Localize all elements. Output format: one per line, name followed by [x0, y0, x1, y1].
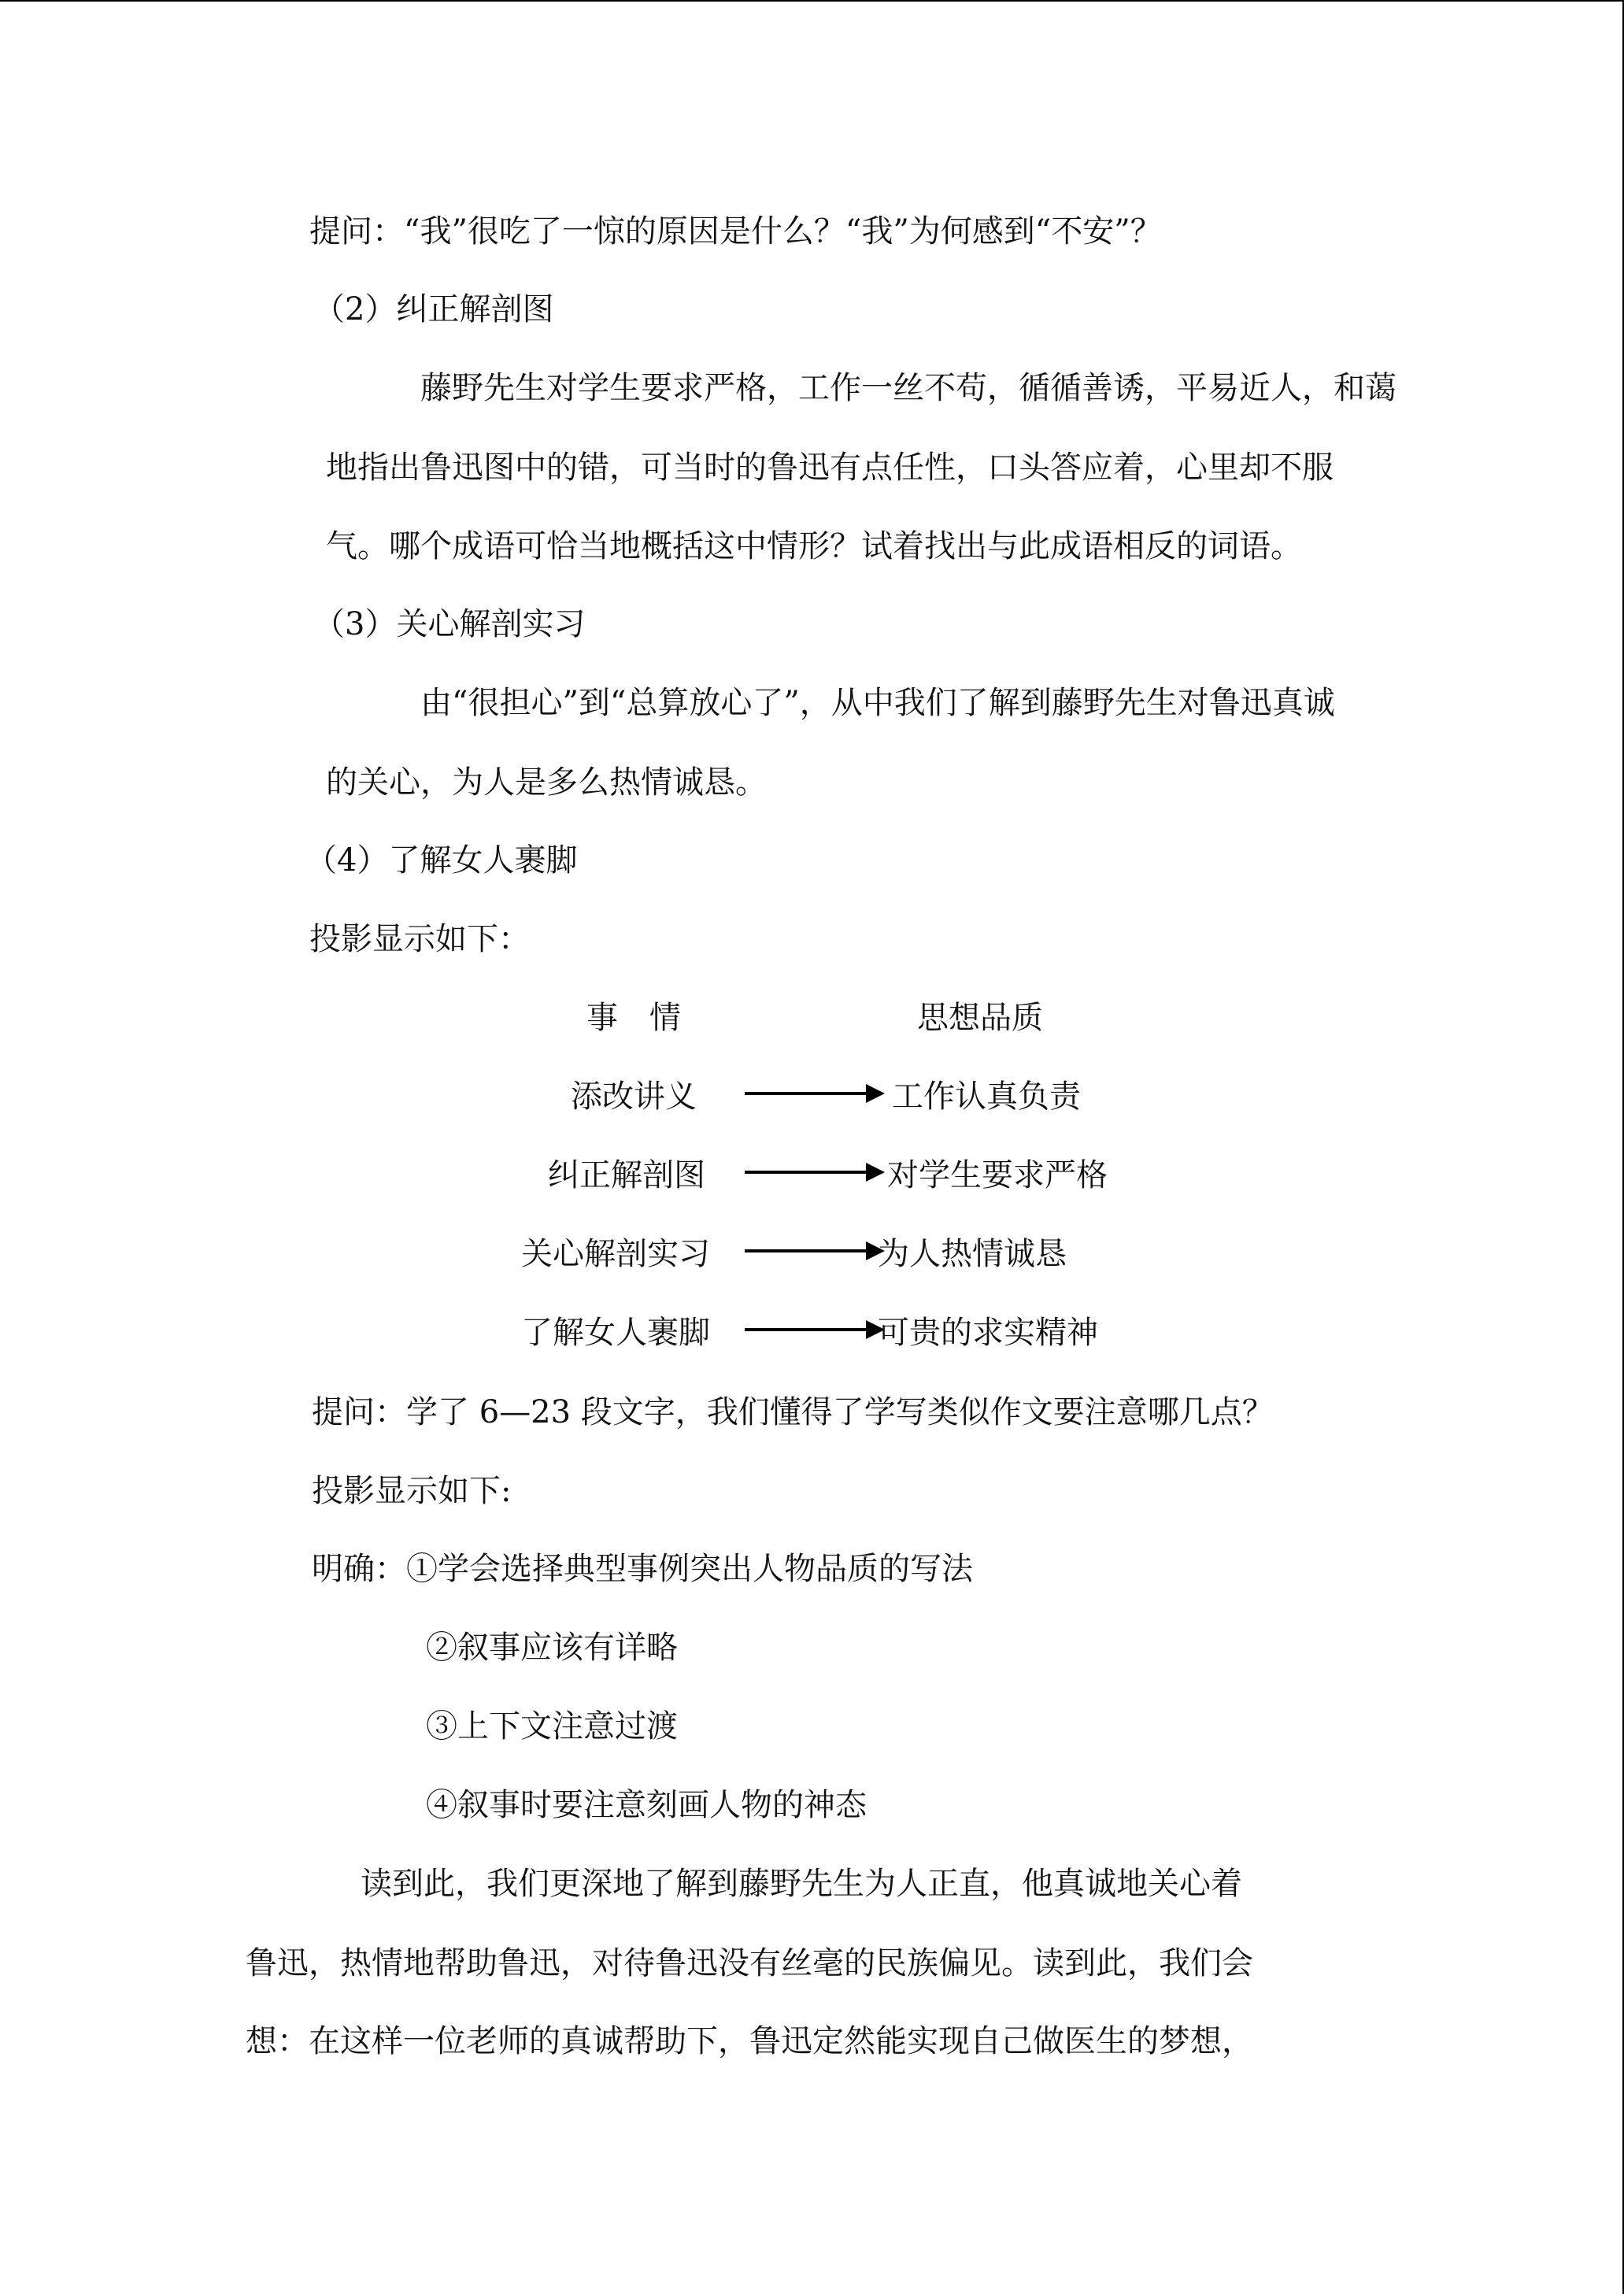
question-2: 提问：学了 6—23 段文字，我们懂得了学写类似作文要注意哪几点？ [312, 1394, 1274, 1430]
arrow-icon [745, 1160, 885, 1184]
final-paragraph-line-2: 鲁迅，热情地帮助鲁迅，对待鲁迅没有丝毫的民族偏见。读到此，我们会 [246, 1945, 1253, 1981]
arrow-icon [745, 1318, 885, 1341]
section-2-line-2: 地指出鲁迅图中的错，可当时的鲁迅有点任性，口头答应着，心里却不服 [326, 450, 1334, 486]
table-row-quality: 为人热情诚恳 [878, 1236, 1067, 1272]
final-paragraph-line-1: 读到此，我们更深地了解到藤野先生为人正直，他真诚地关心着 [361, 1866, 1242, 1902]
table-row-event: 了解女人裹脚 [521, 1315, 710, 1351]
arrow-icon [745, 1082, 885, 1105]
point-item: ①学会选择典型事例突出人物品质的写法 [406, 1551, 973, 1587]
table-row-quality: 工作认真负责 [892, 1079, 1081, 1115]
section-4-heading: （4）了解女人裹脚 [305, 842, 578, 879]
table-row-quality: 可贵的求实精神 [878, 1315, 1098, 1351]
table-header-quality: 思想品质 [917, 1000, 1043, 1036]
section-3-line-1: 由“很担心”到“总算放心了”，从中我们了解到藤野先生对鲁迅真诚 [420, 685, 1335, 721]
section-2-heading: （2）纠正解剖图 [313, 291, 554, 327]
table-row-event: 纠正解剖图 [548, 1157, 705, 1193]
table-row-event: 添改讲义 [571, 1079, 697, 1115]
clarify-label: 明确： [312, 1551, 406, 1587]
section-3-heading: （3）关心解剖实习 [313, 606, 586, 642]
point-item: ④叙事时要注意刻画人物的神态 [426, 1787, 867, 1823]
table-header-event: 事 情 [586, 1000, 681, 1036]
final-paragraph-line-3: 想：在这样一位老师的真诚帮助下，鲁迅定然能实现自己做医生的梦想， [246, 2023, 1253, 2059]
projection-note-1: 投影显示如下： [309, 921, 530, 957]
projection-note-2: 投影显示如下: [312, 1473, 512, 1509]
point-item: ③上下文注意过渡 [426, 1708, 678, 1745]
section-2-line-3: 气。哪个成语可恰当地概括这中情形？试着找出与此成语相反的词语。 [326, 528, 1302, 564]
section-2-line-1: 藤野先生对学生要求严格，工作一丝不苟，循循善诱，平易近人，和蔼 [420, 370, 1396, 406]
question-1: 提问：“我”很吃了一惊的原因是什么？“我”为何感到“不安”？ [309, 213, 1162, 250]
table-row-event: 关心解剖实习 [521, 1236, 710, 1272]
section-3-line-2: 的关心，为人是多么热情诚恳。 [326, 764, 767, 801]
point-item: ②叙事应该有详略 [426, 1630, 678, 1666]
arrow-icon [745, 1239, 885, 1263]
table-row-quality: 对学生要求严格 [887, 1157, 1108, 1193]
